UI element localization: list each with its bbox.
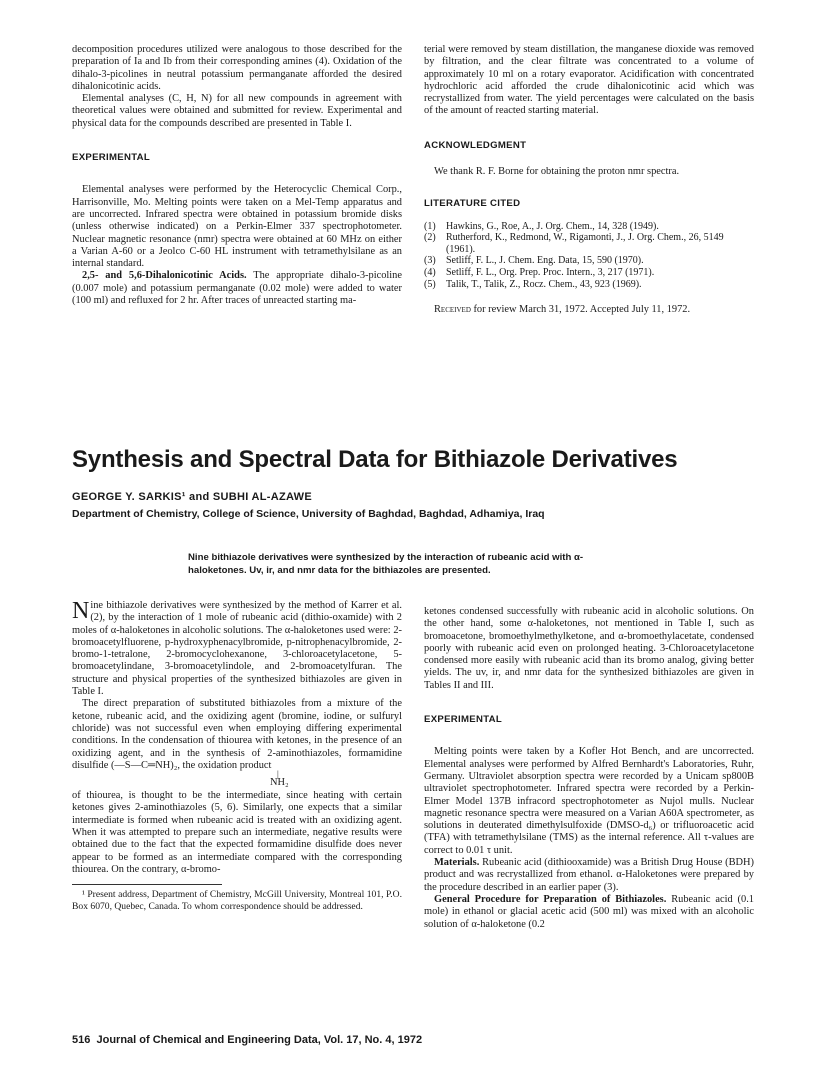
prev-continued-paragraph: terial were removed by steam distillation, the manganese dioxide was removed by filtration, and the clear filtrate was concentrated to a volume of approximately 10 ml on a rotary evaporator. Acidification with concentrated hydrochloric acid afforded the crude dihalonicotinic acid which was recrystallized from water. The yield percentages were calculated on the basis of the amount of reacted starting material. [424, 44, 754, 117]
drop-cap: N [72, 598, 90, 624]
received-dates: for review March 31, 1972. Accepted July 11, 1972. [470, 304, 691, 316]
reference-item: (5) Talik, T., Talik, Z., Rocz. Chem., 43, 923 (1969). [424, 278, 642, 290]
intro-paragraph-4: ketones condensed successfully with rubeanic acid in alcoholic solutions. On the other hand, some α-haloketones, not mentioned in Table I, such as bromoacetone, bromoethylmethylketone, and α-bromoethylacetate, condensed poorly with rubeanic acid even on prolonged heating. 3-Chloroacetylacetone condensed more easily with rubeanic acid than its bromo analog, giving better yields. The uv, ir, and nmr data for the synthesized bithiazoles are given in Tables II and III. [424, 606, 754, 691]
formula-nh2 [72, 769, 402, 789]
article-right-column [424, 606, 754, 931]
experimental-paragraph-1: Melting points were taken by a Kofler Hot Bench, and are uncorrected. Elemental analyses were performed by Alfred Bernhardt's Laboratories, Ruhr, Germany. Ultraviolet absorption spectra were recorded by a Unicam sp800B ultraviolet spectrophotometer. Infrared spectra were recorded by a Perkin-Elmer Model 137B infracord spectrophotometer as Nujol mulls. Nuclear magnetic resonance spectra were measured on a Varian A60A spectrometer, as solutions in deuterated dimethylsulfoxide (DMSO-d₆) or trifluoroacetic acid (TFA) with tetramethylsilane (TMS) as the internal reference. All τ-values are correct to 0.01 τ unit. [424, 746, 754, 856]
prev-experimental-paragraph-2-text: The appropriate dihalo-3-picoline (0.007 mole) and potassium permanganate (0.02 mole) were added to water (100 ml) and refluxed for 2 hr. After traces of unreacted starting ma- [72, 270, 402, 307]
article-affiliation: Department of Chemistry, College of Science, University of Baghdad, Baghdad, Adhamiya, Iraq [72, 508, 545, 520]
formula-bond-line: | [277, 769, 279, 780]
materials-text: Rubeanic acid (dithiooxamide) was a British Drug House (BDH) product and was recrystallized from ethanol. α-Haloketones were prepared by the procedure described in an earlier paper (3). [424, 857, 754, 893]
received-label: Received [434, 304, 471, 316]
prev-experimental-paragraph-2 [72, 270, 402, 307]
acknowledgment-heading: ACKNOWLEDGMENT [424, 139, 527, 151]
materials-paragraph [424, 857, 754, 894]
intro-paragraph-3: of thiourea, is thought to be the intermediate, since heating with certain ketones gives 2-aminothiazoles (5, 6). Similarly, one expects that a similar intermediate is formed when rubeanic acid is treated with an oxidizing agent. When it was attempted to prepare such an intermediate, negative results were obtained due to the fact that the expected formamidine disulfide does never appear to be formed as an intermediate compared with the corresponding thiourea. On the contrary, α-bromo- [72, 790, 402, 875]
prev-right-column [424, 44, 754, 317]
footnote-rule [72, 884, 222, 885]
journal-citation: Journal of Chemical and Engineering Data, Vol. 17, No. 4, 1972 [96, 1034, 423, 1046]
general-procedure-paragraph [424, 894, 754, 931]
article-left-column [72, 600, 402, 912]
page-number: 516 [72, 1034, 91, 1046]
prev-subheading-dihalonicotinic: 2,5- and 5,6-Dihalonicotinic Acids. [82, 270, 247, 282]
article-title: Synthesis and Spectral Data for Bithiazole Derivatives [72, 446, 678, 473]
experimental-heading: EXPERIMENTAL [424, 714, 503, 726]
intro-paragraph-1-text: ine bithiazole derivatives were synthesized by the method of Karrer et al. (2), by the interaction of 1 mole of rubeanic acid (dithio-oxamide) with 2 moles of α-haloketones in alcoholic solutions. The α-haloketones used were: 2-bromoacetylfluorene, p-hydroxyphenacylbromide, p-nitrophenacylbromide, 2-bromo-1-tetralone, 2-bromocyclohexanone, 3-chloroacetylacetone, 5-bromoacetylindane, 3-bromoacetylindole, and 2-bromoacetylfuran. The structure and physical properties of the synthesized bithiazoles are given in Table I. [72, 600, 402, 698]
reference-list [424, 221, 754, 291]
intro-paragraph-2: The direct preparation of substituted bithiazoles from a mixture of the ketone, rubeanic acid, and the oxidizing agent (bromine, iodine, or sulfuryl chloride) was not successful even when employing differing experimental conditions. In the condensation of thiourea with ketones, in the presence of an oxidizing agent, and in the synthesis of 2-aminothiazoles, formamidine disulfide (—S—C═NH)₂, the oxidation product [72, 698, 402, 771]
general-procedure-text: Rubeanic acid (0.1 mole) in ethanol or glacial acetic acid (500 ml) was mixed with an alcoholic solution of α-haloketone (0.2 [424, 893, 754, 930]
prev-intro-paragraph-2: Elemental analyses (C, H, N) for all new compounds in agreement with theoretical values were obtained and submitted for review. Experimental and physical data for the compounds described are presented in Table I. [72, 93, 402, 129]
page-footer [72, 1034, 422, 1046]
reference-item: (1) Hawkins, G., Roe, A., J. Org. Chem., 14, 328 (1949). [424, 220, 659, 232]
acknowledgment-text: We thank R. F. Borne for obtaining the proton nmr spectra. [434, 166, 680, 178]
literature-cited-heading: LITERATURE CITED [424, 198, 521, 210]
reference-item: (2) Rutherford, K., Redmond, W., Rigamonti, J., J. Org. Chem., 26, 5149 (1961). [424, 232, 724, 255]
article-abstract: Nine bithiazole derivatives were synthesized by the interaction of rubeanic acid with α-haloketones. Uv, ir, and nmr data for the bithiazoles are presented. [188, 552, 584, 576]
article-authors: GEORGE Y. SARKIS¹ and SUBHI AL-AZAWE [72, 491, 312, 503]
prev-experimental-heading: EXPERIMENTAL [72, 152, 151, 164]
received-line [424, 304, 754, 316]
prev-experimental-paragraph-1: Elemental analyses were performed by the Heterocyclic Chemical Corp., Harrisonville, Mo. Melting points were taken on a Mel-Temp apparatus and are uncorrected. Infrared spectra were obtained in potassium bromide disks (unless otherwise indicated) on a Perkin-Elmer 337 spectrophotometer. Nuclear magnetic resonance (nmr) spectra were obtained at 60 MHz on either a Varian A-60 or a Jeolco C-60 HL instrument with tetramethylsilane as an internal standard. [72, 184, 402, 270]
reference-item: (4) Setliff, F. L., Org. Prep. Proc. Intern., 3, 217 (1971). [424, 267, 655, 279]
prev-left-column [72, 44, 402, 307]
reference-item: (3) Setliff, F. L., J. Chem. Eng. Data, 15, 590 (1970). [424, 255, 644, 267]
author-footnote: ¹ Present address, Department of Chemistry, McGill University, Montreal 101, P.O. Box 6070, Quebec, Canada. To whom correspondence should be addressed. [72, 889, 402, 912]
prev-intro-paragraph-1: decomposition procedures utilized were analogous to those described for the preparation of Ia and Ib from their corresponding amines (4). Oxidation of the dihalo-3-picolines in neutral potassium permanganate afforded the desired dihalonicotinic acids. [72, 44, 402, 92]
materials-subheading: Materials. [434, 857, 480, 869]
formula-nh2-label: NH₂ [270, 777, 289, 789]
intro-paragraph-1 [72, 600, 402, 698]
general-procedure-subheading: General Procedure for Preparation of Bithiazoles. [434, 893, 667, 905]
